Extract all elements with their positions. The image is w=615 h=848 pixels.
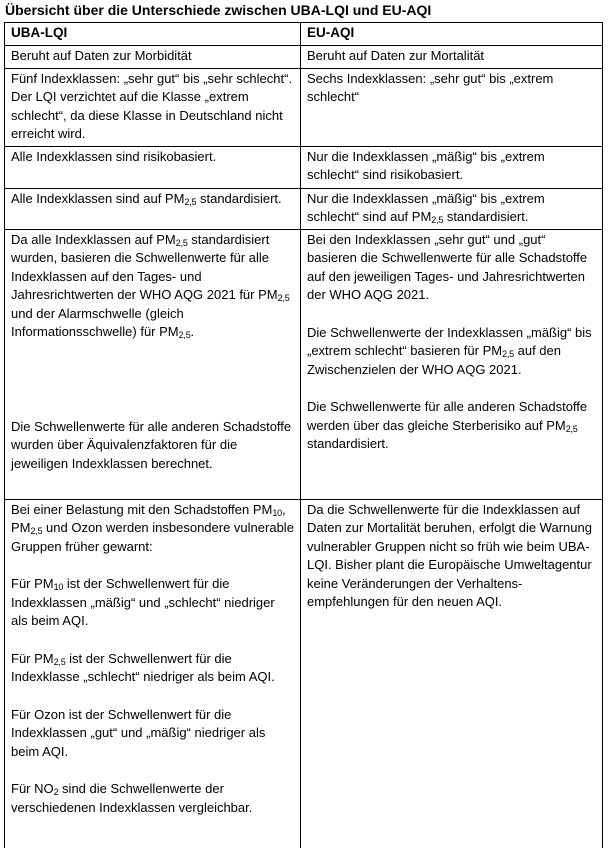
paragraph: Bei einer Belastung mit den Schadstoffen $PM_{10}$, $PM_{2,5}$ und Ozon werden insbesondere vulnerable Gruppen früher gewarnt: xyxy=(11,501,294,554)
paragraph: Die Schwellenwerte für alle anderen Schadstoffe werden über das gleiche Sterberisiko auf $PM_{2,5}$ standardisiert. xyxy=(307,399,588,451)
page-title: Übersicht über die Unterschiede zwischen UBA-LQI und EU-AQI xyxy=(5,2,432,18)
paragraph: Die Schwellenwerte für alle anderen Schadstoffe wurden über Äquivalenzfaktoren für die jeweiligen Indexklassen berechnet. xyxy=(11,418,292,471)
paragraph: Alle Indexklassen sind risikobasiert. xyxy=(11,148,217,164)
paragraph: Sechs Indexklassen: „sehr gut“ bis „extrem schlecht“ xyxy=(307,70,554,104)
paragraph: Beruht auf Daten zur Morbidität xyxy=(11,48,192,63)
column-header-eu-aqi: EU-AQI xyxy=(301,23,603,46)
cell-eu-pm25-standardised xyxy=(301,188,603,229)
paragraph: Für $PM_{2,5}$ ist der Schwellenwert für die Indexklasse „schlecht“ niedriger als beim AQI. xyxy=(11,650,275,684)
table-row-warnings xyxy=(5,499,603,848)
cell-uba-warnings xyxy=(5,499,301,848)
comparison-table xyxy=(4,22,603,848)
table-row-data-basis xyxy=(5,46,603,69)
paragraph: Bei den Indexklassen „sehr gut“ und „gut“ basieren die Schwellenwerte für alle Schadstoffe auf den jeweiligen Tages- und Jahresrichtwerten der WHO AQG 2021. xyxy=(307,231,588,302)
cell-uba-index-classes xyxy=(5,68,301,146)
cell-eu-thresholds xyxy=(301,229,603,499)
paragraph: Alle Indexklassen sind auf $PM_{2,5}$ standardisiert. xyxy=(11,190,282,207)
paragraph: Für Ozon ist der Schwellenwert für die Indexklassen „gut“ und „mäßig“ niedriger als beim AQI. xyxy=(11,706,266,759)
cell-uba-pm25-standardised xyxy=(5,188,301,229)
paragraph: Fünf Indexklassen: „sehr gut“ bis „sehr schlecht“. Der LQI verzichtet auf die Klasse „extrem schlecht“, da diese Klasse in Deutschland nicht erreicht wird. xyxy=(11,70,293,141)
table-row-index-classes xyxy=(5,68,603,146)
table-header-row xyxy=(5,23,603,46)
cell-uba-data-basis xyxy=(5,46,301,69)
paragraph: Die Schwellenwerte der Indexklassen „mäßig“ bis „extrem schlecht“ basieren für $PM_{2,5}$ auf den Zwischenzielen der WHO AQG 2021. xyxy=(307,324,592,377)
cell-uba-thresholds xyxy=(5,229,301,499)
cell-eu-risk-based xyxy=(301,146,603,188)
paragraph: Da alle Indexklassen auf $PM_{2,5}$ standardisiert wurden, basieren die Schwellenwerte für alle Indexklassen auf den Tages- und Jahresrichtwerten der WHO AQG 2021 für $PM_{2,5}$ und der Alarmschwelle (gleich Informationsschwelle) für $PM_{2,5}$. xyxy=(11,231,290,340)
paragraph: Für $PM_{10}$ ist der Schwellenwert für die Indexklassen „mäßig“ und „schlecht“ niedriger als beim AQI. xyxy=(11,576,275,628)
paragraph: Nur die Indexklassen „mäßig“ bis „extrem schlecht“ sind risikobasiert. xyxy=(307,148,545,182)
paragraph: Beruht auf Daten zur Mortalität xyxy=(307,48,485,63)
table-row-thresholds xyxy=(5,229,603,499)
column-header-uba-lqi: UBA-LQI xyxy=(5,23,301,46)
cell-eu-warnings xyxy=(301,499,603,848)
table-row-pm25-standardised xyxy=(5,188,603,229)
cell-uba-risk-based xyxy=(5,146,301,188)
table-row-risk-based xyxy=(5,146,603,188)
paragraph: Für $NO_2$ sind die Schwellenwerte der verschiedenen Indexklassen vergleichbar. xyxy=(11,781,253,815)
cell-eu-index-classes xyxy=(301,68,603,146)
paragraph: Da die Schwellenwerte für die Indexklassen auf Daten zur Mortalität beruhen, erfolgt die Warnung vulnerabler Gruppen nicht so früh wie beim UBA-LQI. Bisher plant die Europäische Umweltagentur keine Veränderungen der Verhaltensempfehlungen für den neuen AQI. xyxy=(307,501,592,609)
cell-eu-data-basis xyxy=(301,46,603,69)
paragraph: Nur die Indexklassen „mäßig“ bis „extrem schlecht“ sind auf $PM_{2,5}$ standardisiert. xyxy=(307,190,545,225)
